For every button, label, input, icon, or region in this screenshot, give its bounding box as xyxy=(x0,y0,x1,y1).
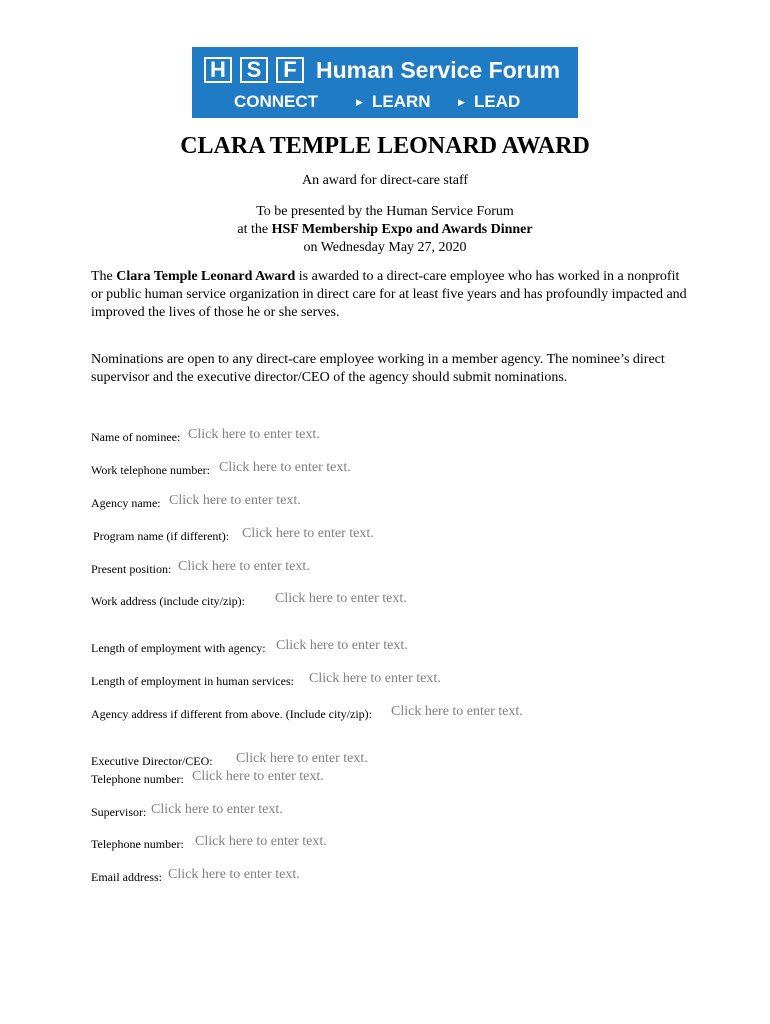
logo-name: Human Service Forum xyxy=(316,57,561,83)
field-label: Telephone number: xyxy=(91,772,184,786)
field-label: Program name (if different): xyxy=(93,529,230,543)
presented-line-2-prefix: at the xyxy=(237,222,272,237)
agency-address-input[interactable]: Click here to enter text. xyxy=(391,704,523,719)
field-label: Work address (include city/zip): xyxy=(91,594,245,608)
field-label: Work telephone number: xyxy=(91,463,210,477)
logo-letter-h: H xyxy=(204,57,232,83)
field-present-position xyxy=(91,559,310,578)
field-program-name xyxy=(93,526,374,545)
field-employment-human-services xyxy=(91,671,441,690)
field-label: Agency name: xyxy=(91,496,161,510)
field-label: Name of nominee: xyxy=(91,430,181,444)
work-telephone-input[interactable]: Click here to enter text. xyxy=(219,460,351,475)
para1-prefix: The xyxy=(91,269,117,284)
field-work-telephone xyxy=(91,460,351,479)
supervisor-input[interactable]: Click here to enter text. xyxy=(151,802,283,817)
agency-name-input[interactable]: Click here to enter text. xyxy=(169,493,301,508)
field-label: Supervisor: xyxy=(91,805,147,819)
field-agency-name xyxy=(91,493,301,512)
field-label: Present position: xyxy=(91,562,172,576)
award-name: Clara Temple Leonard Award xyxy=(116,269,296,284)
work-address-input[interactable]: Click here to enter text. xyxy=(275,591,407,606)
ed-telephone-input[interactable]: Click here to enter text. xyxy=(192,769,324,784)
executive-director-input[interactable]: Click here to enter text. xyxy=(236,751,368,766)
logo-letter-s: S xyxy=(240,57,268,83)
logo-tag-connect: CONNECT xyxy=(234,92,319,111)
field-label: Length of employment in human services: xyxy=(91,674,294,688)
supervisor-telephone-input[interactable]: Click here to enter text. xyxy=(195,834,327,849)
field-agency-address xyxy=(91,704,523,723)
nomination-info: Nominations are open to any direct-care employee working in a member agency. The nominee’s direct supervisor and the executive director/CEO of the agency should submit nominations. xyxy=(91,352,665,385)
employment-agency-input[interactable]: Click here to enter text. xyxy=(276,638,408,653)
award-description xyxy=(91,268,691,322)
email-input[interactable]: Click here to enter text. xyxy=(168,867,300,882)
field-supervisor-telephone xyxy=(91,834,327,853)
field-work-address xyxy=(91,591,407,610)
page-title: CLARA TEMPLE LEONARD AWARD xyxy=(180,133,590,159)
field-label: Agency address if different from above. (Include city/zip): xyxy=(91,707,373,721)
field-supervisor xyxy=(91,802,283,821)
field-label: Email address: xyxy=(91,870,162,884)
logo-arrow-icon: ▶ xyxy=(458,97,465,107)
present-position-input[interactable]: Click here to enter text. xyxy=(178,559,310,574)
logo-letter-f: F xyxy=(276,57,304,83)
logo-tag-lead: LEAD xyxy=(474,92,521,111)
field-label: Executive Director/CEO: xyxy=(91,754,213,768)
field-label: Length of employment with agency: xyxy=(91,641,266,655)
field-ed-telephone xyxy=(91,769,324,788)
employment-human-services-input[interactable]: Click here to enter text. xyxy=(309,671,441,686)
field-label: Telephone number: xyxy=(91,837,184,851)
field-nominee-name xyxy=(91,427,320,446)
logo-arrow-icon: ▶ xyxy=(356,97,363,107)
presented-line-2 xyxy=(0,221,770,239)
hsf-logo xyxy=(192,47,578,118)
event-name: HSF Membership Expo and Awards Dinner xyxy=(271,222,533,237)
presented-line-3: on Wednesday May 27, 2020 xyxy=(303,240,467,255)
presented-line-1: To be presented by the Human Service Forum xyxy=(256,204,514,219)
para1-rest: is awarded to a direct-care employee who has worked in a nonprofit or public human service organization in direct care for at least five years and has profoundly impacted and improved the lives of those he or she serves. xyxy=(91,269,687,320)
nominee-name-input[interactable]: Click here to enter text. xyxy=(188,427,320,442)
subtitle: An award for direct-care staff xyxy=(301,173,469,188)
logo-tag-learn: LEARN xyxy=(372,92,431,111)
field-employment-agency xyxy=(91,638,408,657)
field-email xyxy=(91,867,300,886)
program-name-input[interactable]: Click here to enter text. xyxy=(242,526,374,541)
